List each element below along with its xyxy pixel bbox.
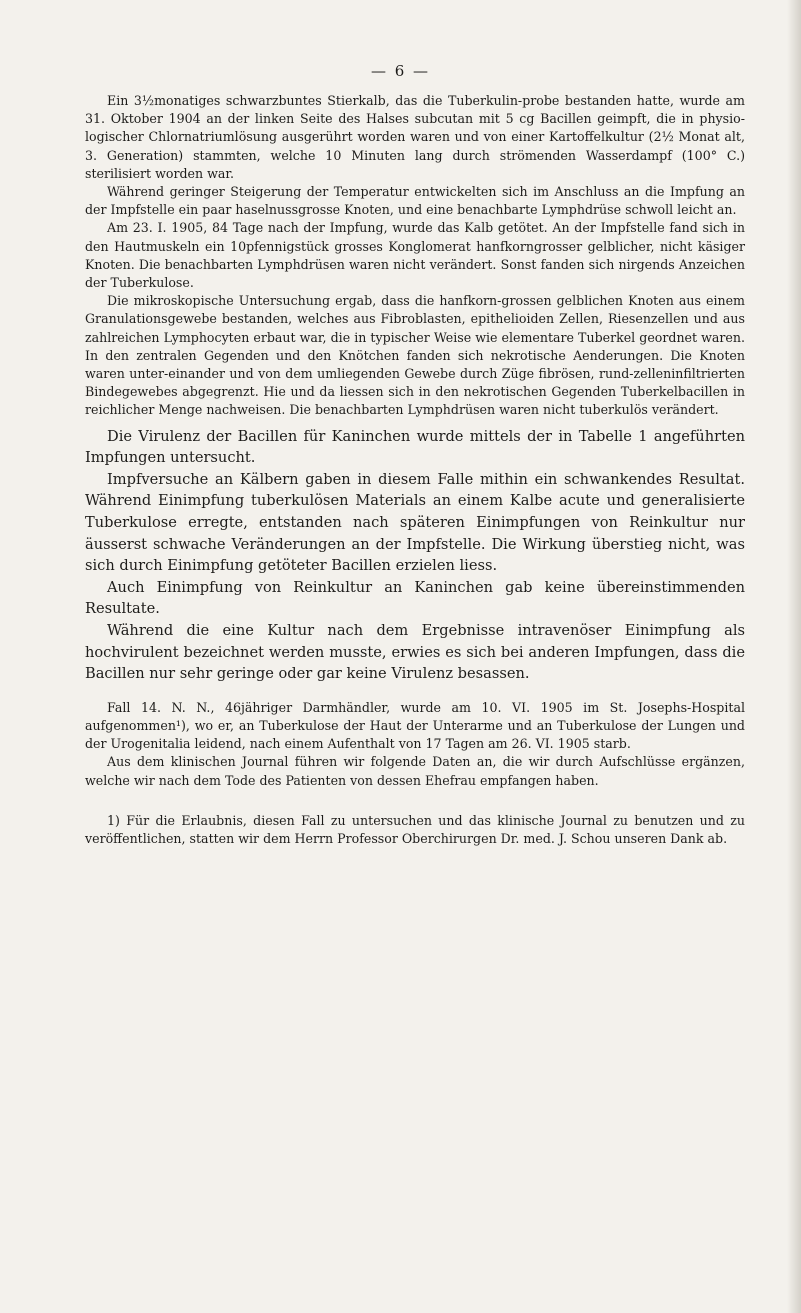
footnote: 1) Für die Erlaubnis, diesen Fall zu untersuchen und das klinische Journal zu benutzen und zu veröffentlichen, statten wir dem Herrn Professor Oberchirurgen Dr. med. J. Schou unseren Dank ab.: [85, 812, 745, 846]
paragraph-calf-experiments: Impfversuche an Kälbern gaben in diesem Falle mithin ein schwankendes Resultat. Während Einimpfung tuberkulösen Materials an einem Kalbe acute und generalisierte Tuberkulose erregte, entstanden nach späteren Einimpfungen von Reinkultur nur äusserst schwache Veränderungen an der Impfstelle. Die Wirkung überstieg nicht, was sich durch Einimpfung getöteter Bacillen erzielen liess.: [85, 470, 745, 575]
paragraph-intravenous: Während die eine Kultur nach dem Ergebnisse intravenöser Einimpfung als hochvirulent bezeichnet werden musste, erwies es sich bei anderen Impfungen, dass die Bacillen nur sehr geringe oder gar keine Virulenz besassen.: [85, 622, 745, 683]
page-number: — 6 —: [370, 62, 431, 80]
paragraph-virulence: Die Virulenz der Bacillen für Kaninchen wurde mittels der in Tabelle 1 angeführten Impfungen untersucht.: [85, 427, 745, 467]
paragraph-calf-inoculation: Ein 3½monatiges schwarzbuntes Stierkalb, das die Tuberkulin-probe bestanden hatte, wurde am 31. Oktober 1904 an der linken Seite des Halses subcutan mit 5 cg Bacillen geimpft, die in physio-logischer Chlornatriumlösung ausgerührt worden waren und von einer Kartoffelkultur (2½ Monat alt, 3. Generation) stammten, welche 10 Minuten lang durch strömenden Wasserdampf (100° C.) sterilisiert worden war.: [85, 93, 745, 181]
body-text: [85, 92, 745, 861]
paragraph-clinical-journal: Aus dem klinischen Journal führen wir folgende Daten an, die wir durch Aufschlüsse ergänzen, welche wir nach dem Tode des Patienten von dessen Ehefrau empfangen haben.: [85, 754, 745, 788]
paragraph-calf-killed: Am 23. I. 1905, 84 Tage nach der Impfung, wurde das Kalb getötet. An der Impfstelle fand sich in den Hautmuskeln ein 10pfennigstück grosses Konglomerat hanfkorngrosser gelblicher, nicht käsiger Knoten. Die benachbarten Lymphdrüsen waren nicht verändert. Sonst fanden sich nirgends Anzeichen der Tuberkulose.: [85, 220, 745, 291]
paragraph-case-14: Fall 14. N. N., 46jähriger Darmhändler, wurde am 10. VI. 1905 im St. Josephs-Hospital aufgenommen¹), wo er, an Tuberkulose der Haut der Unterarme und an Tuberkulose der Lungen und der Urogenitalia leidend, nach einem Aufenthalt von 17 Tagen am 26. VI. 1905 starb.: [85, 699, 745, 752]
paragraph-temperature: Während geringer Steigerung der Temperatur entwickelten sich im Anschluss an die Impfung an der Impfstelle ein paar haselnussgrosse Knoten, und eine benachbarte Lymphdrüse schwoll leicht an.: [85, 184, 745, 218]
paragraph-microscopy: Die mikroskopische Untersuchung ergab, dass die hanfkorn-grossen gelblichen Knoten aus einem Granulationsgewebe bestanden, welches aus Fibroblasten, epithelioiden Zellen, Riesenzellen und aus zahlreichen Lymphocyten erbaut war, die in typischer Weise wie elementare Tuberkel geordnet waren. In den zentralen Gegenden und den Knötchen fanden sich nekrotische Aenderungen. Die Knoten waren unter-einander und von dem umliegenden Gewebe durch Züge fibrösen, rund-zelleninfiltrierten Bindegewebes abgegrenzt. Hie und da liessen sich in den nekrotischen Gegenden Tuberkelbacillen in reichlicher Menge nachweisen. Die benachbarten Lymphdrüsen waren nicht tuberkulös verändert.: [85, 293, 745, 418]
paragraph-rabbit-inoculation: Auch Einimpfung von Reinkultur an Kaninchen gab keine übereinstimmenden Resultate.: [85, 578, 745, 618]
page-edge-shadow: [787, 0, 801, 1313]
